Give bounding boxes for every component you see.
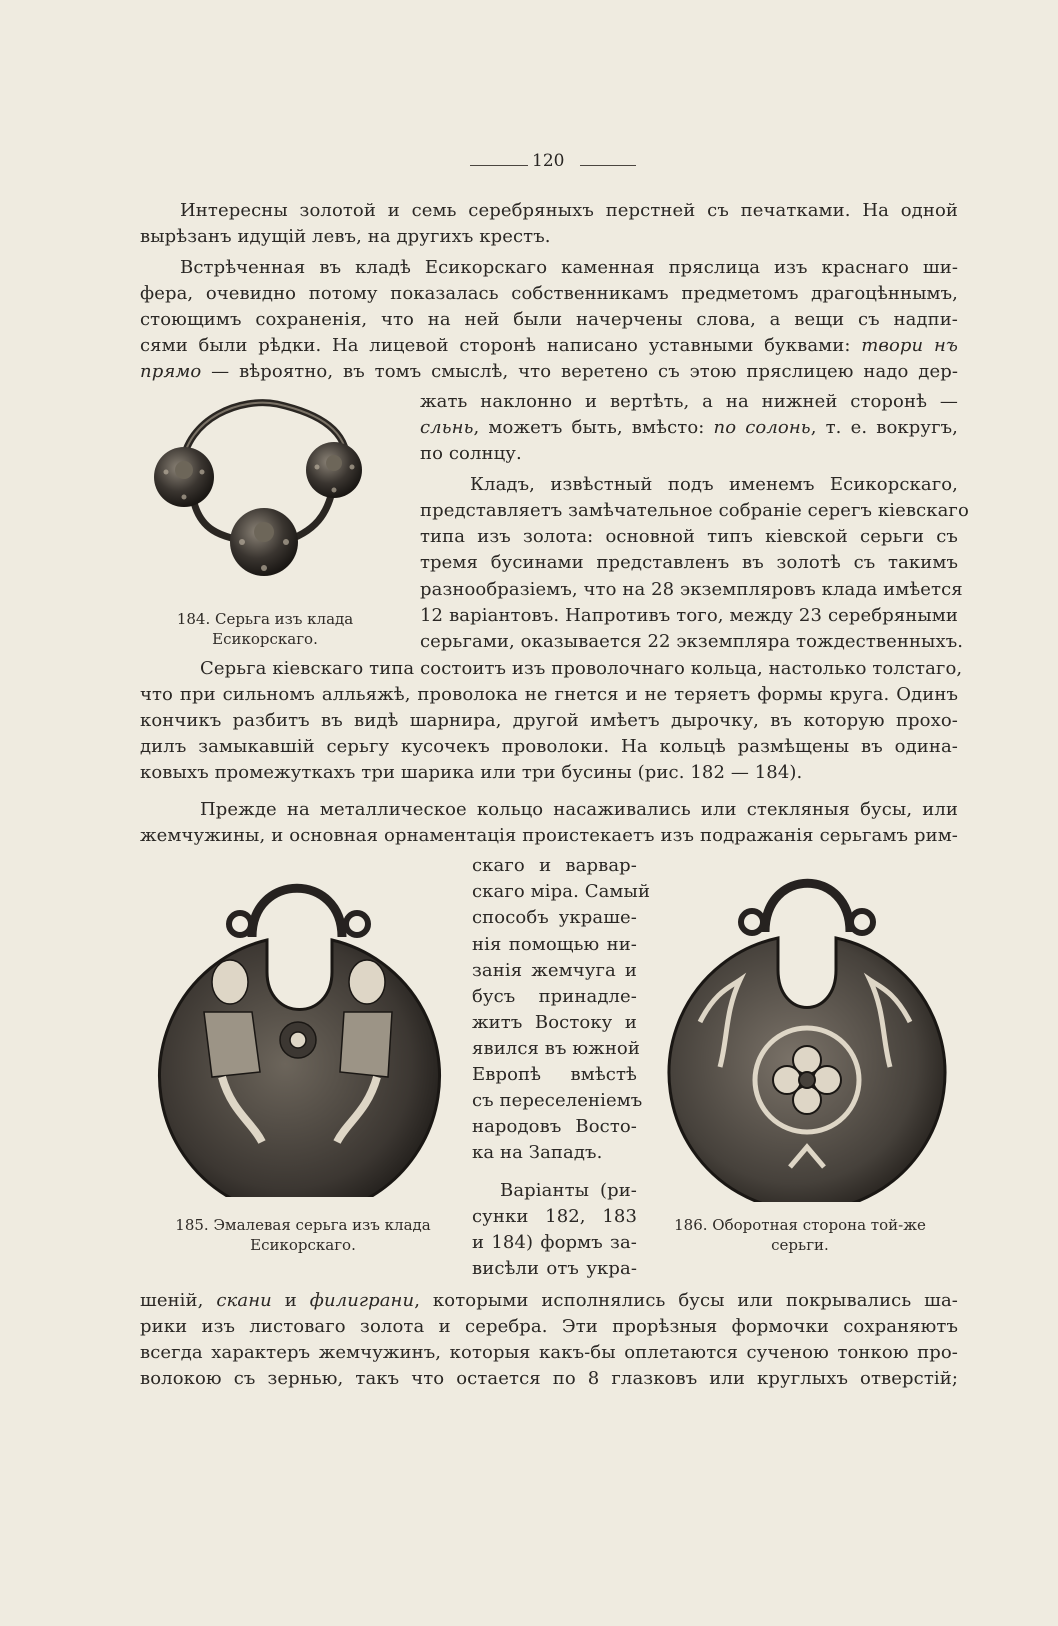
text-line: кончикъ разбитъ въ видѣ шарнира, другой имѣетъ дырочку, въ которую прохо- [140,710,958,731]
text-line: скаго міра. Самый [472,881,651,902]
text-line: способъ украше- [472,907,637,928]
figure-185-caption-line: 185. Эмалевая серьга изъ клада [175,1216,431,1234]
page-number: 120 [532,151,565,171]
text-line: сунки 182, 183 [472,1206,637,1227]
text-span: ковыхъ промежуткахъ три шарика или три бусины (рис. 182 — 184). [140,762,803,783]
text-line: разнообразіемъ, что на 28 экземпляровъ клада имѣется [420,579,963,600]
text-span: и [284,1290,297,1311]
text-line [140,762,802,784]
text-line [420,417,958,439]
text-line: занія жемчуга и [472,960,637,981]
text-line: Встрѣченная въ кладѣ Есикорскаго каменная пряслица изъ краснаго ши- [180,257,958,278]
text-span: шеній, [140,1290,204,1311]
text-span: , т. е. вокругъ, [810,417,958,438]
text-line: съ переселеніемъ [472,1090,643,1111]
header-rule-left [470,165,528,166]
figure-186-caption-line: серьги. [771,1236,829,1254]
text-line [420,443,522,465]
text-line: явился въ южной [472,1038,640,1059]
text-line: висѣли отъ укра- [472,1258,637,1279]
italic-inscription: сльнь [420,417,474,438]
text-line: Варіанты (ри- [500,1180,637,1201]
text-line [140,1290,958,1312]
text-span: по солнцу. [420,443,522,464]
figure-185-enamel-earring [152,862,452,1197]
header-rule-right [580,165,636,166]
text-line: фера, очевидно потому показалась собственникамъ предметомъ драгоцѣннымъ, [140,283,958,304]
text-line [140,361,958,383]
text-line: бусъ принадле- [472,986,637,1007]
figure-184-caption-line: 184. Серьга изъ клада [176,610,354,628]
figure-186-caption-line: 186. Оборотная сторона той-же [674,1216,926,1234]
text-line: скаго и варвар- [472,855,637,876]
text-line: типа изъ золота: основной типъ кіевской серьги съ [420,526,958,547]
text-line: жать наклонно и вертѣть, а на нижней сторонѣ — [420,391,958,412]
text-line: всегда характеръ жемчужинъ, которыя какъ-бы оплетаются сученою тонкою про- [140,1342,958,1363]
text-line: Серьга кіевскаго типа состоитъ изъ проволочнаго кольца, настолько толстаго, [200,658,963,679]
text-line: представляетъ замѣчательное собраніе серегъ кіевскаго [420,500,969,521]
text-line: Прежде на металлическое кольцо насаживались или стекляныя бусы, или [200,799,958,820]
text-line: рики изъ листоваго золота и серебра. Эти прорѣзныя формочки сохраняютъ [140,1316,958,1337]
text-line [472,1142,602,1164]
text-line: Кладъ, извѣстный подъ именемъ Есикорскаго, [470,474,958,495]
figure-186-earring-reverse [660,862,950,1202]
text-line: тремя бусинами представленъ въ золотѣ съ такимъ [420,552,958,573]
text-line [140,226,551,248]
text-line: Европѣ вмѣстѣ [472,1064,637,1085]
figure-185-caption-line: Есикорскаго. [250,1236,356,1254]
italic-inscription: твори нъ [861,335,959,356]
text-line: житъ Востоку и [472,1012,637,1033]
italic-inscription: прямо [140,361,202,382]
italic-term: филиграни [309,1290,415,1311]
text-span: вырѣзанъ идущій левъ, на другихъ крестъ. [140,226,551,247]
text-line [140,335,958,357]
text-line: что при сильномъ алльяжѣ, проволока не гнется и не теряетъ формы круга. Одинъ [140,684,958,705]
text-line: жемчужины, и основная орнаментація проистекаетъ изъ подражанія серьгамъ рим- [140,825,958,846]
text-line: серьгами, оказывается 22 экземпляра тождественныхъ. [420,631,964,652]
text-line: волокою съ зернью, такъ что остается по 8 глазковъ или круглыхъ отверстій; [140,1368,958,1389]
text-line: дилъ замыкавшій серьгу кусочекъ проволоки. На кольцѣ размѣщены въ одина- [140,736,958,757]
text-span: сями были рѣдки. На лицевой сторонѣ написано уставными буквами: [140,335,851,356]
text-line: стоющимъ сохраненія, что на ней были начерчены слова, а вещи съ надпи- [140,309,958,330]
figure-184-earring [152,392,372,602]
italic-term: скани [216,1290,272,1311]
text-line: и 184) формъ за- [472,1232,637,1253]
text-span: , можетъ быть, вмѣсто: [473,417,705,438]
text-span: , которыми исполнялись бусы или покрывались ша- [414,1290,958,1311]
text-span: — вѣроятно, въ томъ смыслѣ, что веретено съ этою пряслицею надо дер- [211,361,958,382]
text-line: нія помощью ни- [472,934,637,955]
italic-inscription: по солонь [713,417,811,438]
text-line: Интересны золотой и семь серебряныхъ перстней съ печатками. На одной [180,200,958,221]
figure-184-caption-line: Есикорскаго. [212,630,318,648]
text-line: народовъ Восто- [472,1116,637,1137]
text-span: ка на Западъ. [472,1142,603,1163]
text-line: 12 варіантовъ. Напротивъ того, между 23 серебряными [420,605,958,626]
